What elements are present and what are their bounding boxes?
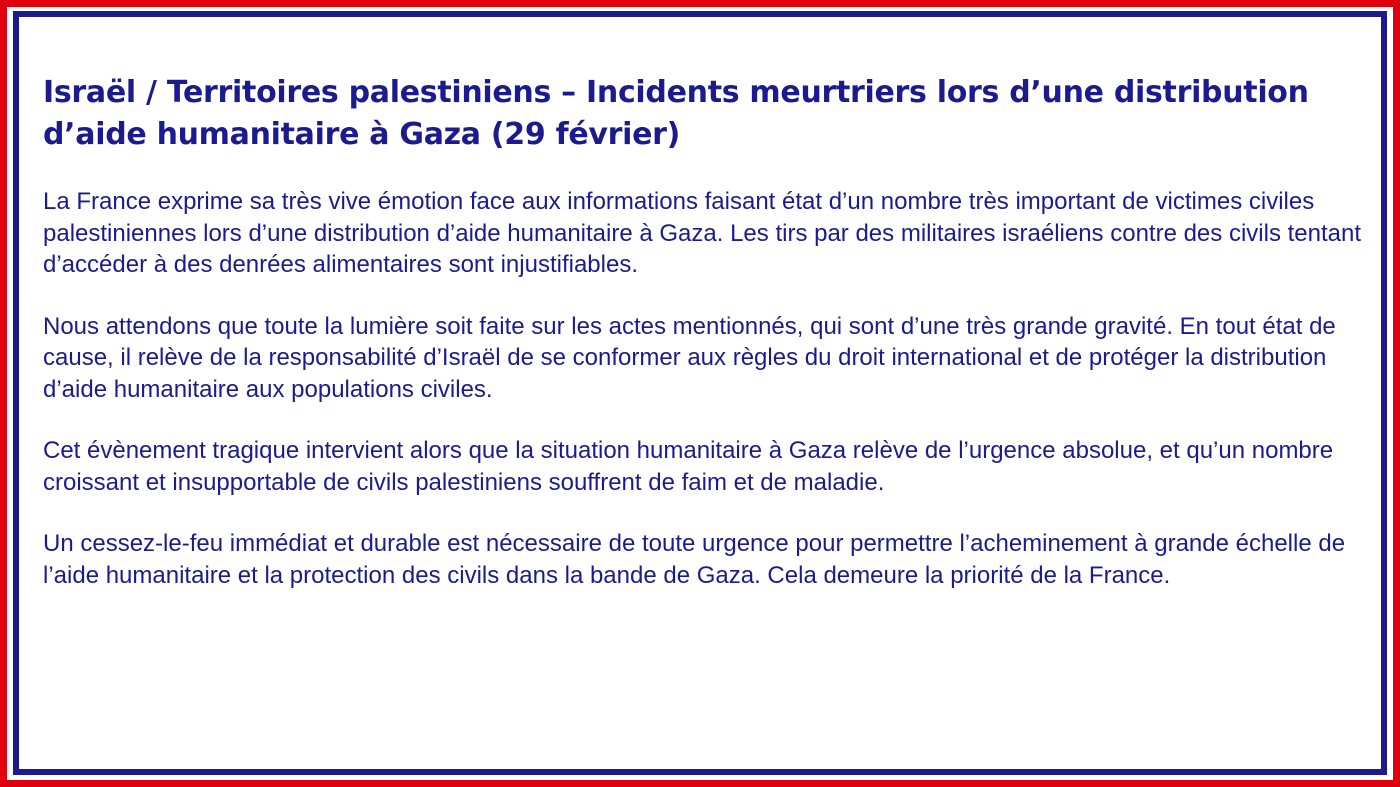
paragraph-4: Un cessez-le-feu immédiat et durable est nécessaire de toute urgence pour permettre l’acheminement à grande échelle de l’aide humanitaire et la protection des civils dans la bande de Gaza. Cela demeure la priorité de la France. bbox=[43, 530, 1346, 589]
paragraph-3: Cet évènement tragique intervient alors que la situation humanitaire à Gaza relève de l’urgence absolue, et qu’un nombre croissant et insupportable de civils palestiniens souffrent de faim et de maladie. bbox=[43, 437, 1334, 496]
statement-title: Israël / Territoires palestiniens – Incidents meurtriers lors d’une distribution d’aide humanitaire à Gaza (29 février) bbox=[43, 75, 1309, 152]
paragraph-1: La France exprime sa très vive émotion face aux informations faisant état d’un nombre très important de victimes civiles palestiniennes lors d’une distribution d’aide humanitaire à Gaza. Les tirs par des militaires israéliens contre des civils tentant d’accéder à des denrées alimentaires sont injustifiables. bbox=[43, 188, 1362, 278]
statement-content bbox=[43, 72, 1363, 621]
paragraph-2: Nous attendons que toute la lumière soit faite sur les actes mentionnés, qui sont d’une très grande gravité. En tout état de cause, il relève de la responsabilité d’Israël de se conformer aux règles du droit international et de protéger la distribution d’aide humanitaire aux populations civiles. bbox=[43, 312, 1336, 403]
